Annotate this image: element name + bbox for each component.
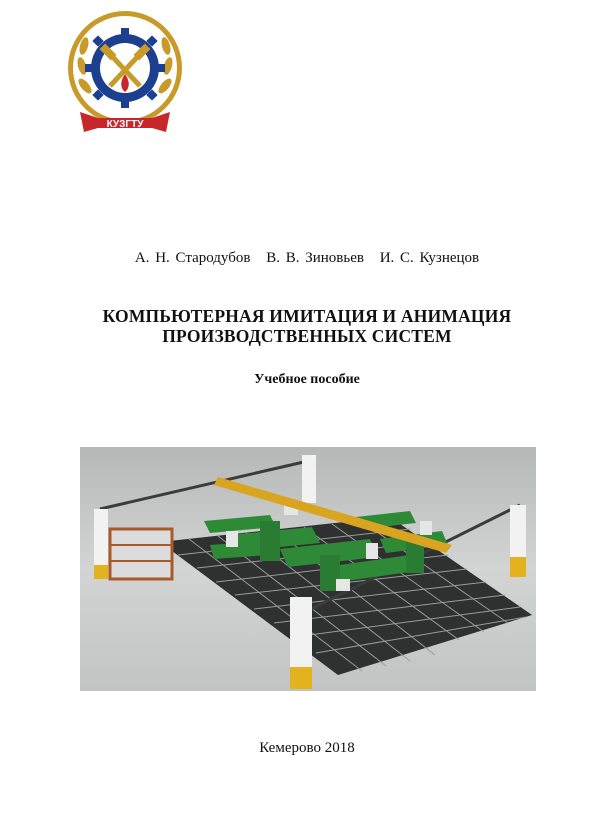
cover-illustration xyxy=(80,447,536,691)
author-2: В. В. Зиновьев xyxy=(266,250,364,266)
emblem-year: 1950 xyxy=(116,18,134,27)
author-3: И. С. Кузнецов xyxy=(379,250,480,266)
book-title-line-1: КОМПЬЮТЕРНАЯ ИМИТАЦИЯ И АНИМАЦИЯ xyxy=(102,306,512,326)
emblem-ribbon-text: КУЗГТУ xyxy=(106,119,144,130)
book-title-line-2: ПРОИЗВОДСТВЕННЫХ СИСТЕМ xyxy=(162,326,452,346)
book-subtitle: Учебное пособие xyxy=(254,372,360,387)
authors-line xyxy=(0,250,614,267)
author-1: А. Н. Стародубов xyxy=(134,250,251,266)
material-pallets xyxy=(110,529,172,579)
university-emblem-logo xyxy=(64,8,186,144)
city-year: Кемерово 2018 xyxy=(259,740,355,756)
book-title xyxy=(0,306,614,346)
